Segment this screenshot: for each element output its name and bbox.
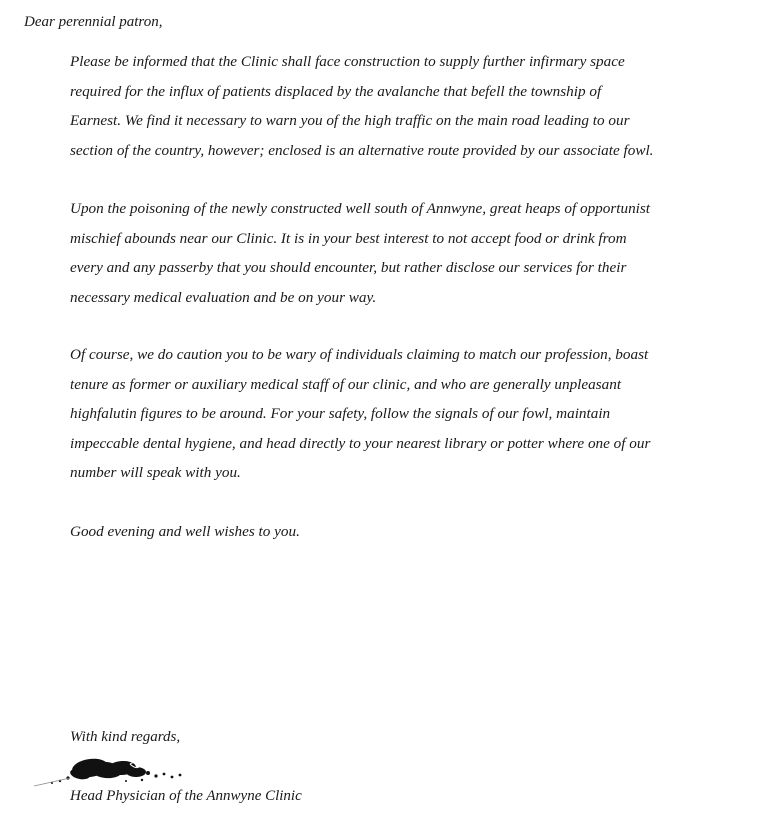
paragraph-line: number will speak with you. (70, 464, 241, 481)
paragraph-line: tenure as former or auxiliary medical staff of our clinic, and who are generally unpleasant (70, 375, 622, 393)
paragraph-construction-notice (70, 47, 750, 165)
paragraph-line: Good evening and well wishes to you. (70, 523, 300, 540)
paragraph-line: Upon the poisoning of the newly constructed well south of Annwyne, great heaps of opportunist (70, 200, 651, 217)
paragraph-line: required for the influx of patients displaced by the avalanche that befell the township of (70, 82, 602, 100)
paragraph-line: section of the country, however; enclosed is an alternative route provided by our associate fowl. (70, 141, 654, 159)
paragraph-line: Of course, we do caution you to be wary of individuals claiming to match our profession, boast (70, 346, 649, 363)
signature-scribble (30, 748, 200, 790)
salutation: Dear perennial patron, (24, 14, 163, 30)
closing: With kind regards, (70, 729, 181, 745)
paragraph-line: necessary medical evaluation and be on your way. (70, 288, 377, 306)
paragraph-farewell (70, 517, 750, 547)
paragraph-line: Earnest. We find it necessary to warn you of the high traffic on the main road leading to our (70, 112, 630, 129)
paragraph-line: highfalutin figures to be around. For your safety, follow the signals of our fowl, maintain (70, 405, 611, 422)
paragraph-line: every and any passerby that you should encounter, but rather disclose our services for their (70, 259, 627, 276)
paragraph-well-poisoning (70, 194, 750, 312)
paragraph-line: Please be informed that the Clinic shall face construction to supply further infirmary space (70, 53, 625, 70)
paragraph-line: mischief abounds near our Clinic. It is in your best interest to not accept food or drink from (70, 229, 627, 247)
signature-title: Head Physician of the Annwyne Clinic (70, 788, 302, 804)
paragraph-caution (70, 340, 750, 488)
paragraph-line: impeccable dental hygiene, and head directly to your nearest library or potter where one of our (70, 434, 651, 452)
